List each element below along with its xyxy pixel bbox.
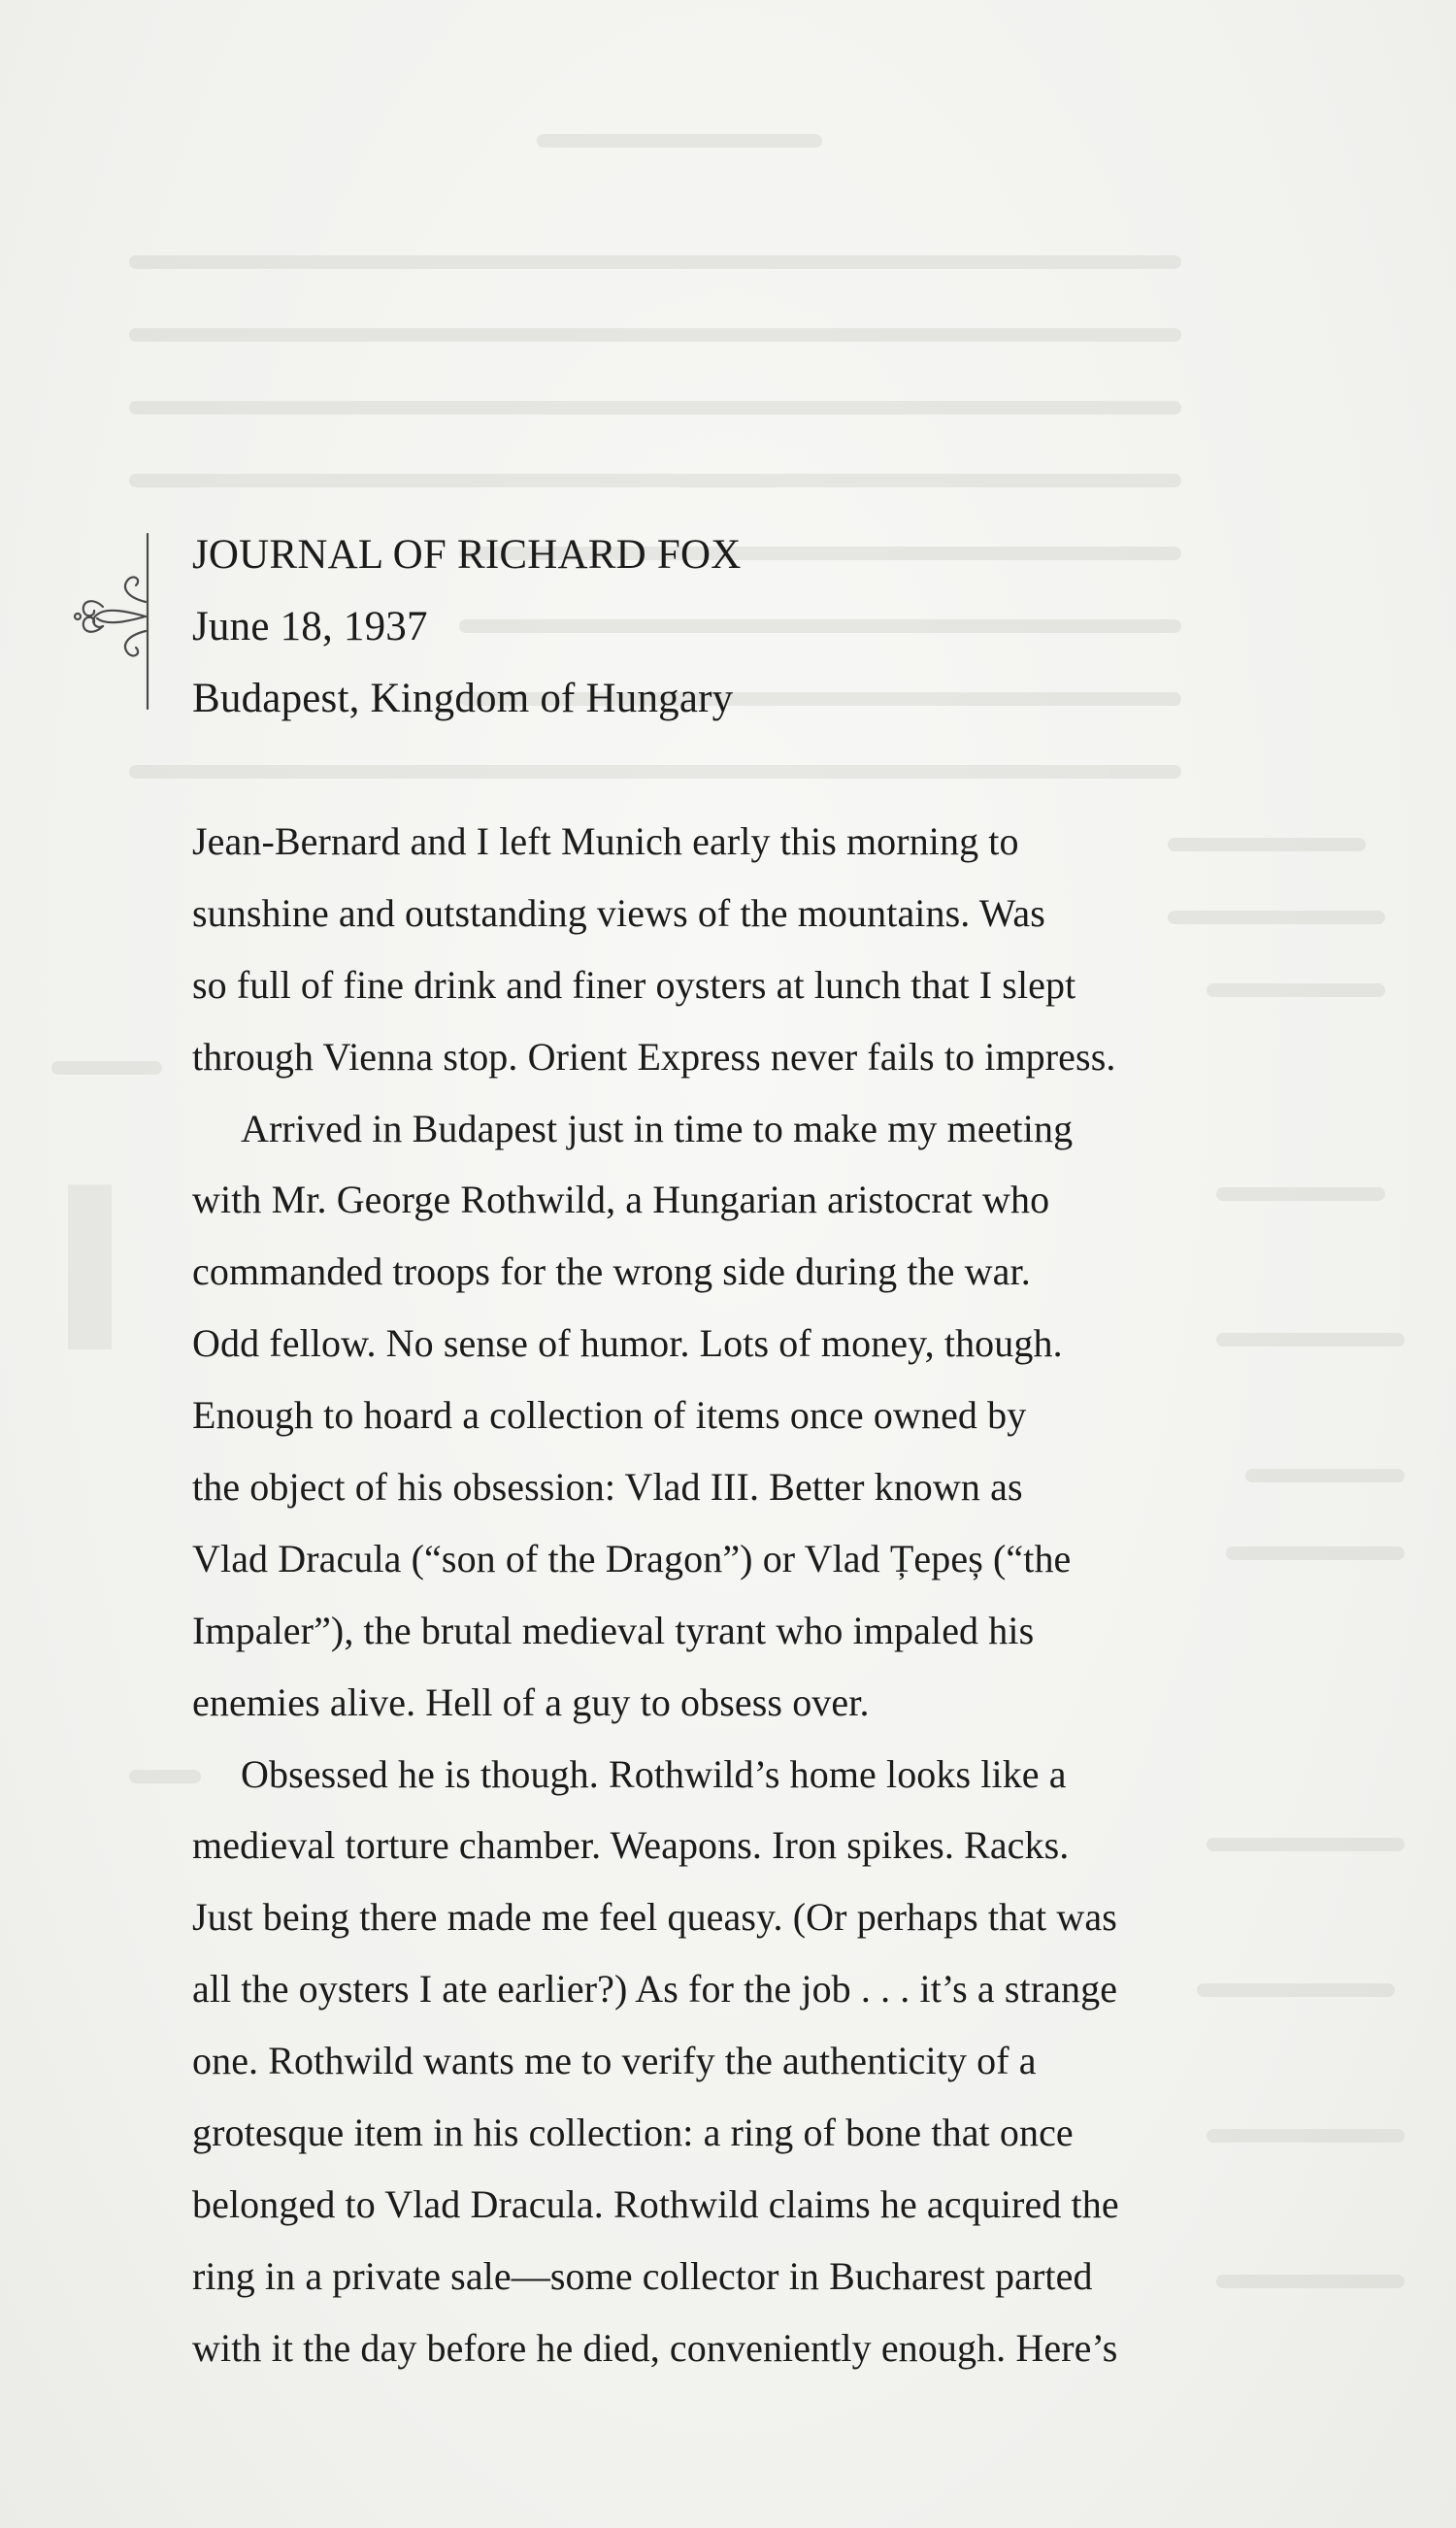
- text-line: Obsessed he is though. Rothwild’s home looks like a: [241, 1751, 1067, 1796]
- text-line: sunshine and outstanding views of the mountains. Was: [192, 890, 1045, 935]
- text-line: with it the day before he died, conveniently enough. Here’s: [192, 2325, 1118, 2370]
- text-line: grotesque item in his collection: a ring of bone that once: [192, 2111, 1074, 2155]
- text-line: medieval torture chamber. Weapons. Iron spikes. Racks.: [192, 1823, 1070, 1868]
- text-line: Odd fellow. No sense of humor. Lots of money, though.: [192, 1321, 1063, 1366]
- text-line: Enough to hoard a collection of items once owned by: [192, 1393, 1027, 1438]
- text-line: with Mr. George Rothwild, a Hungarian aristocrat who: [192, 1178, 1050, 1222]
- text-line: commanded troops for the wrong side during the war.: [192, 1249, 1031, 1294]
- text-line: Vlad Dracula (“son of the Dragon”) or Vlad Țepeș (“the: [192, 1536, 1072, 1580]
- text-line: Jean-Bernard and I left Munich early this morning to: [192, 819, 1019, 863]
- flourish-ornament-icon: [68, 529, 155, 714]
- text-line: all the oysters I ate earlier?) As for the job . . . it’s a strange: [192, 1967, 1118, 2012]
- journal-header: [192, 519, 1260, 735]
- journal-date: June 18, 1937: [192, 604, 428, 649]
- text-line: the object of his obsession: Vlad III. Better known as: [192, 1465, 1023, 1510]
- text-line: Just being there made me feel queasy. (Or perhaps that was: [192, 1895, 1117, 1940]
- text-line: belonged to Vlad Dracula. Rothwild claims he acquired the: [192, 2181, 1119, 2226]
- text-line: one. Rothwild wants me to verify the authenticity of a: [192, 2039, 1037, 2083]
- text-line: ring in a private sale—some collector in Bucharest parted: [192, 2253, 1093, 2298]
- text-line: Impaler”), the brutal medieval tyrant who impaled his: [192, 1608, 1035, 1652]
- journal-place: Budapest, Kingdom of Hungary: [192, 676, 734, 721]
- text-line: through Vienna stop. Orient Express never fails to impress.: [192, 1034, 1116, 1079]
- journal-body: [192, 806, 1299, 2384]
- text-line: Arrived in Budapest just in time to make my meeting: [241, 1106, 1074, 1150]
- text-line: so full of fine drink and finer oysters at lunch that I slept: [192, 962, 1076, 1007]
- text-line: enemies alive. Hell of a guy to obsess over.: [192, 1680, 870, 1724]
- journal-title: JOURNAL OF RICHARD FOX: [192, 532, 742, 578]
